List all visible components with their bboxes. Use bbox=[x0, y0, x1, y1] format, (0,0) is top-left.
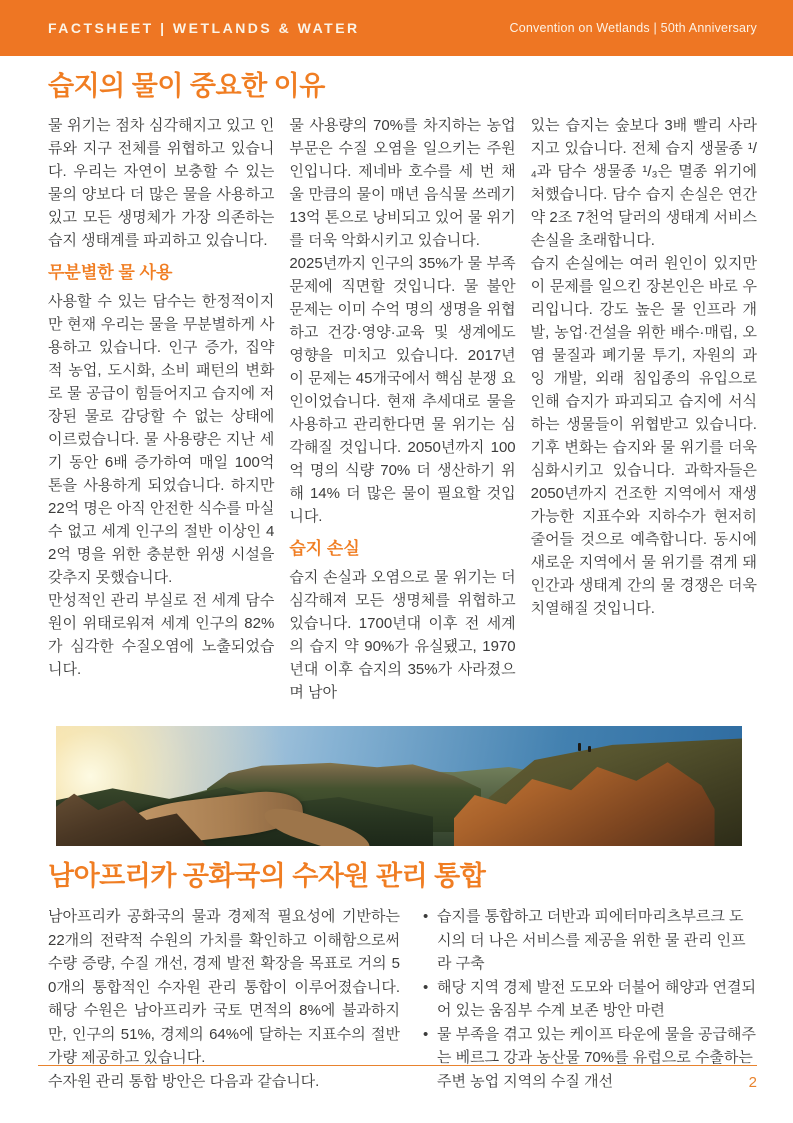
paragraph: 습지 손실과 오염으로 물 위기는 더 심각해져 모든 생명체를 위협하고 있습니다. 1700년대 이후 전 세계의 습지 약 90%가 유실됐고, 1970년대 이후 습지의 35%가 사라졌으며 남아 bbox=[289, 569, 516, 702]
list-item: • 습지를 통합하고 더반과 피에터마리츠부르크 도시의 더 나은 서비스를 제공을 위한 물 관리 인프라 구축 bbox=[422, 905, 757, 976]
photo-hiker-figure bbox=[578, 743, 581, 751]
list-item: • 물 부족을 겪고 있는 케이프 타운에 물을 공급해주는 베르그 강과 농산물 70%를 유럽으로 수출하는 주변 농업 지역의 수질 개선 bbox=[422, 1023, 757, 1094]
paragraph: 수자원 관리 통합 방안은 다음과 같습니다. bbox=[48, 1072, 320, 1090]
article-column-1 bbox=[48, 114, 274, 704]
three-column-article bbox=[48, 114, 757, 704]
section1-title: 습지의 물이 중요한 이유 bbox=[48, 71, 325, 101]
section2-title: 남아프리카 공화국의 수자원 관리 통합 bbox=[48, 861, 486, 892]
main-content bbox=[0, 71, 793, 1093]
header-bar bbox=[0, 0, 793, 56]
landscape-photo bbox=[56, 726, 742, 846]
paragraph: 남아프리카 공화국의 물과 경제적 필요성에 기반하는 22개의 전략적 수원의 가치를 확인하고 이해함으로써 수량 증량, 수질 개선, 경제 발전 확장을 목표로 거의 50개의 통합적인 수자원 관리 통합이 이루어졌습니다. 해당 수원은 남아프리카 국토 면적의 8%에 불과하지만, 인구의 51%, 경제의 64%에 달하는 지표수의 절반 가량 제공하고 있습니다. bbox=[48, 908, 400, 1067]
article-column-3 bbox=[531, 114, 757, 704]
paragraph: 있는 습지는 숲보다 3배 빨리 사라지고 있습니다. 전체 습지 생물종 ¹/₄과 담수 생물종 ¹/₃은 멸종 위기에 처했습니다. 담수 습지 손실은 연간 약 2조 7천억 달러의 생태계 서비스 손실을 초래합니다. bbox=[530, 117, 757, 250]
paragraph: 만성적인 관리 부실로 전 세계 담수원이 위태로워져 세계 인구의 82%가 심각한 수질오염에 노출되었습니다. bbox=[48, 592, 275, 679]
list-item: • 해당 지역 경제 발전 도모와 더불어 해양과 연결되어 있는 움짐부 수계 보존 방안 마련 bbox=[422, 976, 757, 1023]
paragraph: 물 사용량의 70%를 차지하는 농업 부문은 수질 오염을 일으키는 주원인입니다. 제네바 호수를 세 번 채울 만큼의 물이 매년 음식물 쓰레기 13억 톤으로 낭비되고 있어 물 위기를 더욱 악화시키고 있습니다. bbox=[289, 117, 516, 250]
photo-hiker-figure bbox=[588, 746, 591, 752]
subheading-wetland-loss: 습지 손실 bbox=[289, 539, 360, 559]
header-subtitle: Convention on Wetlands | 50th Anniversary bbox=[509, 21, 757, 35]
paragraph: 2025년까지 인구의 35%가 물 부족 문제에 직면할 것입니다. 물 불안 문제는 이미 수억 명의 생명을 위협하고 건강·영양·교육 및 생계에도 영향을 미치고 있습니다. 2017년 이 문제는 45개국에서 핵심 분쟁 요인이었습니다. 현재 추세대로 물을 사용하고 관리한다면 물 위기는 심각해질 것입니다. 2050년까지 100억 명의 식량 70% 더 생산하기 위해 14% 더 많은 물이 필요할 것입니다. bbox=[289, 255, 516, 526]
footer-divider bbox=[38, 1065, 757, 1066]
article-column-2 bbox=[289, 114, 515, 704]
paragraph: 습지 손실에는 여러 원인이 있지만 이 문제를 일으킨 장본인은 바로 우리입니다. 강도 높은 물 인프라 개발, 농업·건설을 위한 배수·매립, 오염 물질과 폐기물 투기, 자원의 과잉 개발, 외래 침입종의 유입으로 인해 습지가 파괴되고 습지에 서식하는 생물들이 위협받고 있습니다. 기후 변화는 습지와 물 위기를 더욱 심화시키고 있습니다. 과학자들은 2050년까지 건조한 지역에서 재생 가능한 지표수와 지하수가 현저히 줄어들 것으로 예측합니다. 동시에 새로운 지역에서 물 위기를 겪게 돼 인간과 생태계 간의 물 경쟁은 더욱 치열해질 것입니다. bbox=[530, 255, 757, 618]
paragraph: 사용할 수 있는 담수는 한정적이지만 현재 우리는 물을 무분별하게 사용하고 있습니다. 인구 증가, 집약적 농업, 도시화, 소비 패턴의 변화로 물 공급이 힘들어지고 습지에 저장된 물로 감당할 수 없는 상태에 이르렀습니다. 물 사용량은 지난 세기 동안 6배 증가하여 매일 100억 톤을 사용하게 되었습니다. 하지만 22억 명은 아직 안전한 식수를 마실 수 없고 세계 인구의 절반 이상인 42억 명을 위한 충분한 위생 시설을 갖추지 못했습니다. bbox=[48, 293, 275, 587]
subheading-water-use: 무분별한 물 사용 bbox=[48, 263, 173, 283]
page-number: 2 bbox=[748, 1074, 757, 1091]
paragraph: 물 위기는 점차 심각해지고 있고 인류와 지구 전체를 위협하고 있습니다. 우리는 자연이 보충할 수 있는 물의 양보다 더 많은 물을 사용하고 있고 모든 생명체가 가장 의존하는 습지 생태계를 파괴하고 있습니다. bbox=[48, 117, 275, 250]
header-title: FACTSHEET | WETLANDS & WATER bbox=[48, 20, 360, 36]
